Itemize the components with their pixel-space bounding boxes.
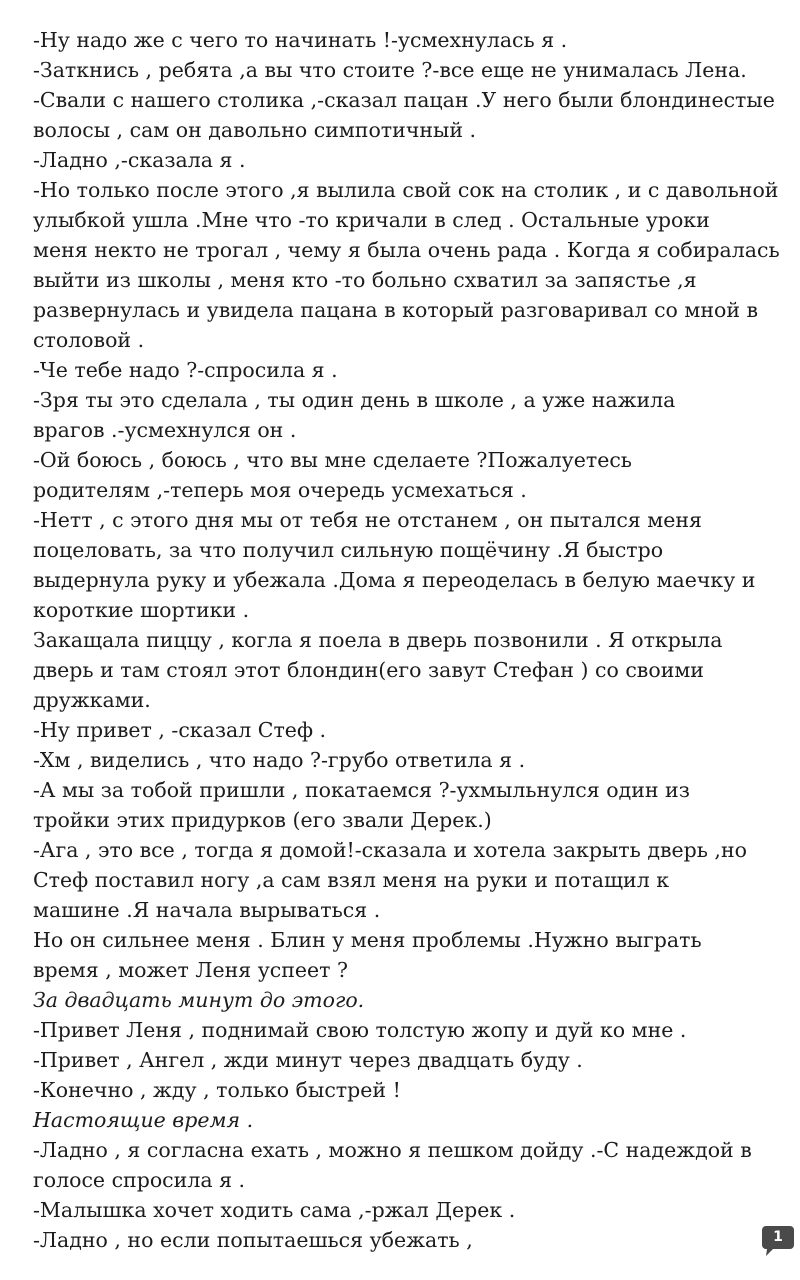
story-line: врагов .-усмехнулся он .: [33, 418, 297, 442]
story-line: поцеловать, за что получил сильную пощёчину .Я быстро: [33, 538, 664, 562]
comment-badge[interactable]: [762, 1226, 794, 1256]
story-line: За двадцать минут до этого.: [33, 988, 365, 1012]
story-line: -Ладно , но если попытаешься убежать ,: [33, 1228, 473, 1252]
story-line: голосе спросила я .: [33, 1168, 246, 1192]
story-line: машине .Я начала вырываться .: [33, 898, 381, 922]
story-line: -А мы за тобой пришли , покатаемся ?-ухмыльнулся один из: [33, 778, 690, 802]
story-line: дверь и там стоял этот блондин(его завут Стефан ) со своими: [33, 658, 704, 682]
story-text: [33, 25, 783, 1255]
story-line: -Конечно , жду , только быстрей !: [33, 1078, 401, 1102]
story-line: -Ну привет , -сказал Стеф .: [33, 718, 327, 742]
story-line: -Ну надо же с чего то начинать !-усмехнулась я .: [33, 28, 568, 52]
story-line: тройки этих придурков (его звали Дерек.): [33, 808, 492, 832]
story-line: Стеф поставил ногу ,а сам взял меня на руки и потащил к: [33, 868, 670, 892]
story-line: -Зря ты это сделала , ты один день в школе , а уже нажила: [33, 388, 676, 412]
story-line: меня некто не трогал , чему я была очень рада . Когда я собиралась: [33, 238, 780, 262]
story-line: выдернула руку и убежала .Дома я переоделась в белую маечку и: [33, 568, 756, 592]
story-line: волосы , сам он давольно симпотичный .: [33, 118, 477, 142]
story-line: -Привет , Ангел , жди минут через двадцать буду .: [33, 1048, 583, 1072]
comment-count: 1: [773, 1229, 783, 1245]
story-line: выйти из школы , меня кто -то больно схватил за запястье ,я: [33, 268, 697, 292]
story-line: дружками.: [33, 688, 151, 712]
story-line: Закащала пиццу , когла я поела в дверь позвонили . Я открыла: [33, 628, 723, 652]
story-line: -Ладно ,-сказала я .: [33, 148, 246, 172]
story-line: -Ладно , я согласна ехать , можно я пешком дойду .-С надеждой в: [33, 1138, 752, 1162]
story-line: -Привет Леня , поднимай свою толстую жопу и дуй ко мне .: [33, 1018, 687, 1042]
story-line: -Че тебе надо ?-спросила я .: [33, 358, 338, 382]
story-line: родителям ,-теперь моя очередь усмехаться .: [33, 478, 527, 502]
story-line: Настоящие время .: [33, 1108, 254, 1132]
story-line: -Малышка хочет ходить сама ,-ржал Дерек .: [33, 1198, 516, 1222]
story-line: -Нетт , с этого дня мы от тебя не отстанем , он пытался меня: [33, 508, 702, 532]
story-line: улыбкой ушла .Мне что -то кричали в след . Остальные уроки: [33, 208, 710, 232]
story-line: столовой .: [33, 328, 145, 352]
story-line: Но он сильнее меня . Блин у меня проблемы .Нужно выграть: [33, 928, 702, 952]
story-line: время , может Леня успеет ?: [33, 958, 349, 982]
story-line: -Ага , это все , тогда я домой!-сказала и хотела закрыть дверь ,но: [33, 838, 747, 862]
story-line: развернулась и увидела пацана в который разговаривал со мной в: [33, 298, 759, 322]
story-line: -Хм , виделись , что надо ?-грубо ответила я .: [33, 748, 526, 772]
story-line: -Но только после этого ,я вылила свой сок на столик , и с давольной: [33, 178, 779, 202]
story-line: -Заткнись , ребята ,а вы что стоите ?-все еще не унималась Лена.: [33, 58, 747, 82]
story-line: -Ой боюсь , боюсь , что вы мне сделаете ?Пожалуетесь: [33, 448, 632, 472]
story-line: -Свали с нашего столика ,-сказал пацан .У него были блондинестые: [33, 88, 775, 112]
story-line: короткие шортики .: [33, 598, 250, 622]
